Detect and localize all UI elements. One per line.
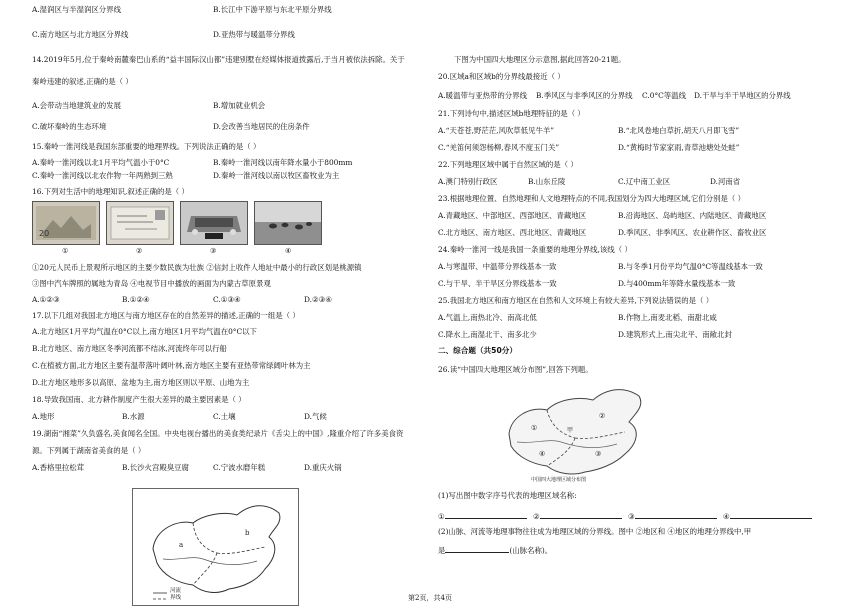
svg-text:a: a xyxy=(179,541,184,549)
q19-stem-line1: 19.湖南“湘菜”久负盛名,美食闻名全国。中央电视台播出的美食类纪录片《舌尖上的中国》,隆重介绍了许多美食资 xyxy=(32,429,404,438)
q16-option-b: B.①②④ xyxy=(122,295,150,304)
q26-part2: (2)山脉、河流等地理事物往往成为地理区域的分界线。图中 ②地区和 ④地区的地理分界线中,甲 xyxy=(438,527,752,536)
q25-option-b: B.作物上,南麦北稻、南甜北咸 xyxy=(618,313,717,322)
q17-option-b: B.北方地区、南方地区冬季河流都不结冰,河流终年可以行船 xyxy=(32,344,227,353)
photo-label-4: ④ xyxy=(285,247,292,255)
q18-option-a: A.地形 xyxy=(32,412,55,421)
photo-label-1: ① xyxy=(62,247,69,255)
envelope-photo xyxy=(106,201,174,245)
q17-option-a: A.北方地区1月平均气温在0°C以上,南方地区1月平均气温在0°C以下 xyxy=(32,327,257,336)
answer-blank-2[interactable] xyxy=(540,511,622,519)
q25-option-a: A.气温上,南热北冷、南高北低 xyxy=(438,313,537,322)
q22-option-c: C.辽中南工业区 xyxy=(618,177,671,186)
q15-option-d: D.秦岭一淮河线以南以牧区畜牧业为主 xyxy=(213,171,340,180)
q24-option-c: C.与干旱、半干旱区分界线基本一致 xyxy=(438,279,557,288)
svg-text:④: ④ xyxy=(539,450,546,458)
q19-option-c: C.宁波水磨年糕 xyxy=(213,463,266,472)
china-regions-map-small xyxy=(132,488,299,606)
china-regions-map xyxy=(495,378,660,484)
q21-option-c: C.“羌笛何须怨杨柳,春风不度玉门关” xyxy=(438,143,560,152)
q24-stem: 24.秦岭一淮河一线是我国一条重要的地理分界线,该线（ ） xyxy=(438,245,632,254)
answer-blank-1[interactable] xyxy=(445,511,527,519)
q25-option-c: C.降水上,南湿北干、南多北少 xyxy=(438,330,537,339)
legend-boundary: 界线 xyxy=(170,595,182,601)
q18-option-b: B.水源 xyxy=(122,412,145,421)
q20-option-b: B.季风区与非季风区的分界线 xyxy=(536,91,633,100)
q15-option-a: A.秦岭一淮河线以北1月平均气温小于0°C xyxy=(32,158,170,167)
grassland-photo xyxy=(254,201,322,245)
q22-option-d: D.河南省 xyxy=(710,177,741,186)
q14-option-b: B.增加就业机会 xyxy=(213,101,266,110)
q26-stem: 26.读“中国四大地理区域分布图”,回答下列题。 xyxy=(438,365,593,374)
svg-text:甲: 甲 xyxy=(567,427,574,434)
q18-option-c: C.土壤 xyxy=(213,412,236,421)
q20-stem: 20.区域a和区域b的分界线最接近（ ） xyxy=(438,72,565,81)
q26-part2-answer-row xyxy=(438,545,552,554)
q26-part1: (1)写出图中数字序号代表的地理区域名称: xyxy=(438,491,577,500)
q18-option-d: D.气候 xyxy=(304,412,327,421)
page-footer: 第2页，共4页 xyxy=(408,594,452,602)
section-2-heading: 二、综合题（共50分） xyxy=(438,346,517,355)
q22-option-a: A.澳门特别行政区 xyxy=(438,177,498,186)
q16-option-d: D.②③④ xyxy=(304,295,332,304)
map-caption: 中国四大地理区域分布图 xyxy=(531,477,587,483)
answer-blank-4[interactable] xyxy=(730,511,812,519)
q24-option-a: A.与寒温带、中温带分界线基本一致 xyxy=(438,262,557,271)
q23-option-d: D.季风区、非季风区、农业耕作区、畜牧业区 xyxy=(618,228,767,237)
svg-text:③: ③ xyxy=(595,450,602,458)
q15-option-c: C.秦岭一淮河线以北农作物一年两熟到三熟 xyxy=(32,171,173,180)
q14-option-c: C.破坏秦岭的生态环境 xyxy=(32,122,107,131)
q13-option-b: B.长江中下游平原与东北平原分界线 xyxy=(213,5,332,14)
q22-option-b: B.山东丘陵 xyxy=(528,177,566,186)
q14-stem-line2: 秦岭违建的叙述,正确的是（ ） xyxy=(32,77,133,86)
q16-option-a: A.①②③ xyxy=(32,295,60,304)
q23-option-a: A.青藏地区、中部地区、西部地区、青藏地区 xyxy=(438,211,587,220)
svg-text:①: ① xyxy=(531,424,538,432)
answer-blank-3[interactable] xyxy=(635,511,717,519)
svg-text:b: b xyxy=(245,529,250,537)
q16-option-c: C.①③④ xyxy=(213,295,241,304)
q24-option-d: D.与400mm年等降水量线基本一致 xyxy=(618,279,736,288)
svg-text:20: 20 xyxy=(39,229,50,238)
q22-stem: 22.下列地理区域中属于自然区域的是（ ） xyxy=(438,160,578,169)
q23-option-b: B.沿海地区、岛屿地区、内陆地区、青藏地区 xyxy=(618,211,767,220)
q19-option-a: A.香格里拉松茸 xyxy=(32,463,85,472)
q20-option-c: C.0°C等温线 xyxy=(642,91,686,100)
photo-label-3: ③ xyxy=(210,247,217,255)
answer-mark-3: ③ xyxy=(628,512,635,521)
q20-option-a: A.暖温带与亚热带的分界线 xyxy=(438,91,527,100)
q15-option-b: B.秦岭一淮河线以南年降水量小于800mm xyxy=(213,158,353,167)
q13-option-a: A.湿润区与半湿润区分界线 xyxy=(32,5,121,14)
q21-option-d: D.“黄梅时节家家雨,青草池塘处处蛙” xyxy=(618,143,740,152)
q13-option-c: C.南方地区与北方地区分界线 xyxy=(32,30,129,39)
q19-stem-line2: 源。下列属于湖南省美食的是（ ） xyxy=(32,446,146,455)
q14-option-a: A.会带动当地建筑业的发展 xyxy=(32,101,121,110)
legend-river: 河流 xyxy=(170,588,182,594)
q23-option-c: C.北方地区、南方地区、西北地区、青藏地区 xyxy=(438,228,587,237)
q16-item-line1: ①20元人民币上景观所示地区的主要少数民族为壮族 ②信封上收件人地址中最小的行政区划是桃源镇 xyxy=(32,263,362,272)
q25-stem: 25.我国北方地区和南方地区在自然和人文环境上有较大差异,下列说法错误的是（ ） xyxy=(438,296,714,305)
q24-option-b: B.与冬季1月份平均气温0°C等温线基本一致 xyxy=(618,262,763,271)
q26-part2-suffix: (山脉名称)。 xyxy=(509,546,553,555)
banknote-photo xyxy=(32,201,100,245)
q14-stem-line1: 14.2019年5月,位于秦岭南麓秦巴山系的“益丰国际汉山都”违建别墅在经媒体报道拨露后,于当月被依法拆除。关于 xyxy=(32,55,405,64)
photo-label-2: ② xyxy=(136,247,143,255)
car-plate-photo xyxy=(180,201,248,245)
q21-option-a: A.“天苍苍,野茫茫,风吹草低见牛羊” xyxy=(438,126,555,135)
answer-mark-2: ② xyxy=(533,512,540,521)
q16-item-line2: ③图中汽车牌照的属地为青岛 ④电视节目中播放的画面为内蒙古草原景观 xyxy=(32,279,271,288)
q19-option-b: B.长沙火宫殿臭豆腐 xyxy=(122,463,189,472)
q19-option-d: D.重庆火锅 xyxy=(304,463,342,472)
q18-stem: 18.导致我国南、北方耕作制度产生很大差异的最主要因素是（ ） xyxy=(32,395,246,404)
q14-option-d: D.会改善当地居民的住房条件 xyxy=(213,122,310,131)
q26-part2-prefix: 是 xyxy=(438,546,446,555)
answer-mark-4: ④ xyxy=(723,512,730,521)
q17-stem: 17.以下几组对我国北方地区与南方地区存在的自然差异的描述,正确的一组是（ ） xyxy=(32,311,300,320)
q25-option-d: D.建筑形式上,南尖北平、南敞北封 xyxy=(618,330,732,339)
q17-option-c: C.在植被方面,北方地区主要有温带落叶阔叶林,南方地区主要有亚热带常绿阔叶林为主 xyxy=(32,361,311,370)
q17-option-d: D.北方地区地形多以高原、盆地为主,南方地区则以平原、山地为主 xyxy=(32,378,250,387)
q16-stem: 16.下列对生活中的地理知识,叙述正确的是（ ） xyxy=(32,187,189,196)
q20-option-d: D.干旱与半干旱地区的分界线 xyxy=(694,91,791,100)
q20-21-intro: 下图为中国四大地理区分示意图,据此回答20-21题。 xyxy=(454,55,626,64)
q13-option-d: D.亚热带与暖温带分界线 xyxy=(213,30,295,39)
q21-stem: 21.下列诗句中,描述区域b地理特征的是（ ） xyxy=(438,109,585,118)
svg-text:②: ② xyxy=(599,412,606,420)
q15-stem: 15.秦岭一淮河线是我国东部重要的地理界线。下列说法正确的是（ ） xyxy=(32,142,261,151)
answer-mark-1: ① xyxy=(438,512,445,521)
q21-option-b: B.“北风卷地白草折,胡天八月即飞雪” xyxy=(618,126,740,135)
q26-part1-answer-row xyxy=(438,511,812,520)
q23-stem: 23.根据地理位置、自然地理和人文地理特点的不同,我国划分为四大地理区域,它们分别是（ ） xyxy=(438,194,746,203)
mountain-name-blank[interactable] xyxy=(445,545,509,553)
